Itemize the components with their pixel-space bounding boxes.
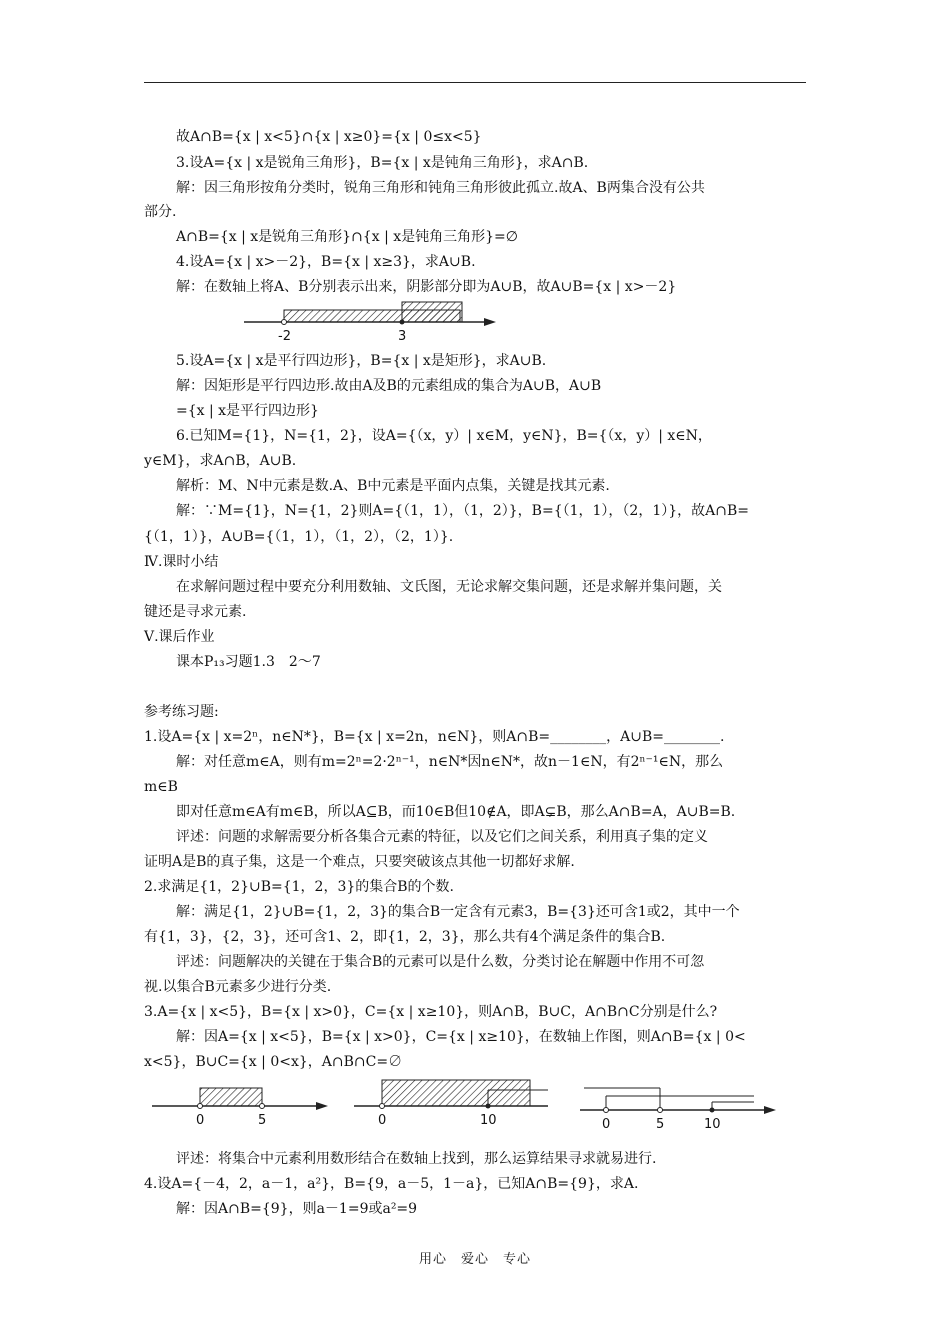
text-line: m∈B: [144, 779, 178, 795]
text-line: ={x | x是平行四边形}: [176, 403, 319, 419]
text-line: A∩B={x | x是锐角三角形}∩{x | x是钝角三角形}=∅: [176, 229, 518, 245]
text-line: 解：满足{1，2}∪B={1，2，3}的集合B一定含有元素3，B={3}还可含1或2，其中一个: [176, 904, 740, 920]
text-line: 1.设A={x | x=2ⁿ，n∈N*}，B={x | x=2n，n∈N}，则A∩B=________，A∪B=________.: [144, 729, 725, 745]
text-line: 评述：问题的求解需要分析各集合元素的特征，以及它们之间关系，利用真子集的定义: [176, 829, 708, 845]
tick-label: 0: [602, 1117, 611, 1130]
text-line: 解：对任意m∈A，则有m=2ⁿ=2·2ⁿ⁻¹，n∈N*因n∈N*，故n－1∈N，有2ⁿ⁻¹∈N，那么: [176, 754, 724, 770]
text-line: 有{1，3}，{2，3}，还可含1、2，即{1，2，3}，那么共有4个满足条件的集合B.: [144, 929, 666, 945]
text-line: 部分.: [144, 204, 177, 220]
section-heading: Ⅳ.课时小结: [144, 554, 219, 570]
section-heading: Ⅴ.课后作业: [144, 629, 215, 645]
text-line: 解：因矩形是平行四边形.故由A及B的元素组成的集合为A∪B，A∪B: [176, 378, 602, 394]
text-line: 视.以集合B元素多少进行分类.: [144, 979, 332, 995]
text-line: 解：∵M={1}，N={1，2}则A={（1，1），（1，2）}，B={（1，1），（2，1）}，故A∩B=: [176, 503, 750, 519]
text-line: 4.设A={x | x>－2}，B={x | x≥3}，求A∪B.: [176, 254, 476, 270]
header-rule: [144, 82, 806, 83]
page-footer: 用心 爱心 专心: [418, 1252, 531, 1267]
tick-label: 3: [398, 329, 407, 344]
text-line: 解：因A∩B={9}，则a－1=9或a²=9: [176, 1201, 418, 1217]
tick-label: 0: [378, 1113, 387, 1128]
text-line: 2.求满足{1，2}∪B={1，2，3}的集合B的个数.: [144, 879, 455, 895]
text-line: 解析：M、N中元素是数.A、B中元素是平面内点集，关键是找其元素.: [176, 478, 610, 494]
number-line-figure-1: [240, 298, 500, 346]
text-line: 6.已知M={1}，N={1，2}，设A={（x，y）| x∈M，y∈N}，B={（x，y）| x∈N，: [176, 428, 712, 444]
tick-label: 5: [258, 1113, 267, 1128]
text-line: x<5}，B∪C={x | 0<x}，A∩B∩C=∅: [144, 1054, 403, 1070]
text-line: 即对任意m∈A有m∈B，所以A⊆B，而10∈B但10∉A，即A⊊B，那么A∩B=A，A∪B=B.: [176, 804, 736, 820]
text-line: 评述：将集合中元素利用数形结合在数轴上找到，那么运算结果寻求就易进行.: [176, 1151, 657, 1167]
text-line: 解：在数轴上将A、B分别表示出来，阴影部分即为A∪B，故A∪B={x | x>－2}: [176, 279, 677, 295]
text-line: 4.设A={－4，2，a－1，a²}，B={9，a－5，1－a}，已知A∩B={9}，求A.: [144, 1176, 639, 1192]
text-line: {（1，1）}，A∪B={（1，1），（1，2），（2，1）}.: [144, 529, 454, 545]
text-line: 3.A={x | x<5}，B={x | x>0}，C={x | x≥10}，则A∩B，B∪C，A∩B∩C分别是什么?: [144, 1004, 718, 1020]
text-line: 评述：问题解决的关键在于集合B的元素可以是什么数，分类讨论在解题中作用不可忽: [176, 954, 705, 970]
text-line: y∈M}，求A∩B，A∪B.: [144, 453, 297, 469]
tick-label: -2: [278, 329, 291, 344]
text-line: 5.设A={x | x是平行四边形}，B={x | x是矩形}，求A∪B.: [176, 353, 547, 369]
section-heading: 参考练习题:: [144, 704, 219, 720]
text-line: 在求解问题过程中要充分利用数轴、文氏图，无论求解交集问题，还是求解并集问题，关: [176, 579, 722, 595]
text-line: 故A∩B={x | x<5}∩{x | x≥0}={x | 0≤x<5}: [176, 129, 482, 145]
text-line: 3.设A={x | x是锐角三角形}，B={x | x是钝角三角形}，求A∩B.: [176, 155, 589, 171]
text-line: 解：因A={x | x<5}，B={x | x>0}，C={x | x≥10}，在数轴上作图，则A∩B={x | 0<: [176, 1029, 746, 1045]
tick-label: 5: [656, 1117, 665, 1130]
number-line-figure-2: [148, 1078, 338, 1128]
text-line: 课本P₁₃习题1.3 2～7: [176, 654, 321, 670]
tick-label: 10: [704, 1117, 721, 1130]
text-line: 键还是寻求元素.: [144, 604, 247, 620]
number-line-figure-4: [576, 1080, 786, 1130]
number-line-figure-3: [352, 1072, 562, 1128]
text-line: 证明A是B的真子集，这是一个难点，只要突破该点其他一切都好求解.: [144, 854, 575, 870]
tick-label: 10: [480, 1113, 497, 1128]
tick-label: 0: [196, 1113, 205, 1128]
text-line: 解：因三角形按角分类时，锐角三角形和钝角三角形彼此孤立.故A、B两集合没有公共: [176, 180, 705, 196]
